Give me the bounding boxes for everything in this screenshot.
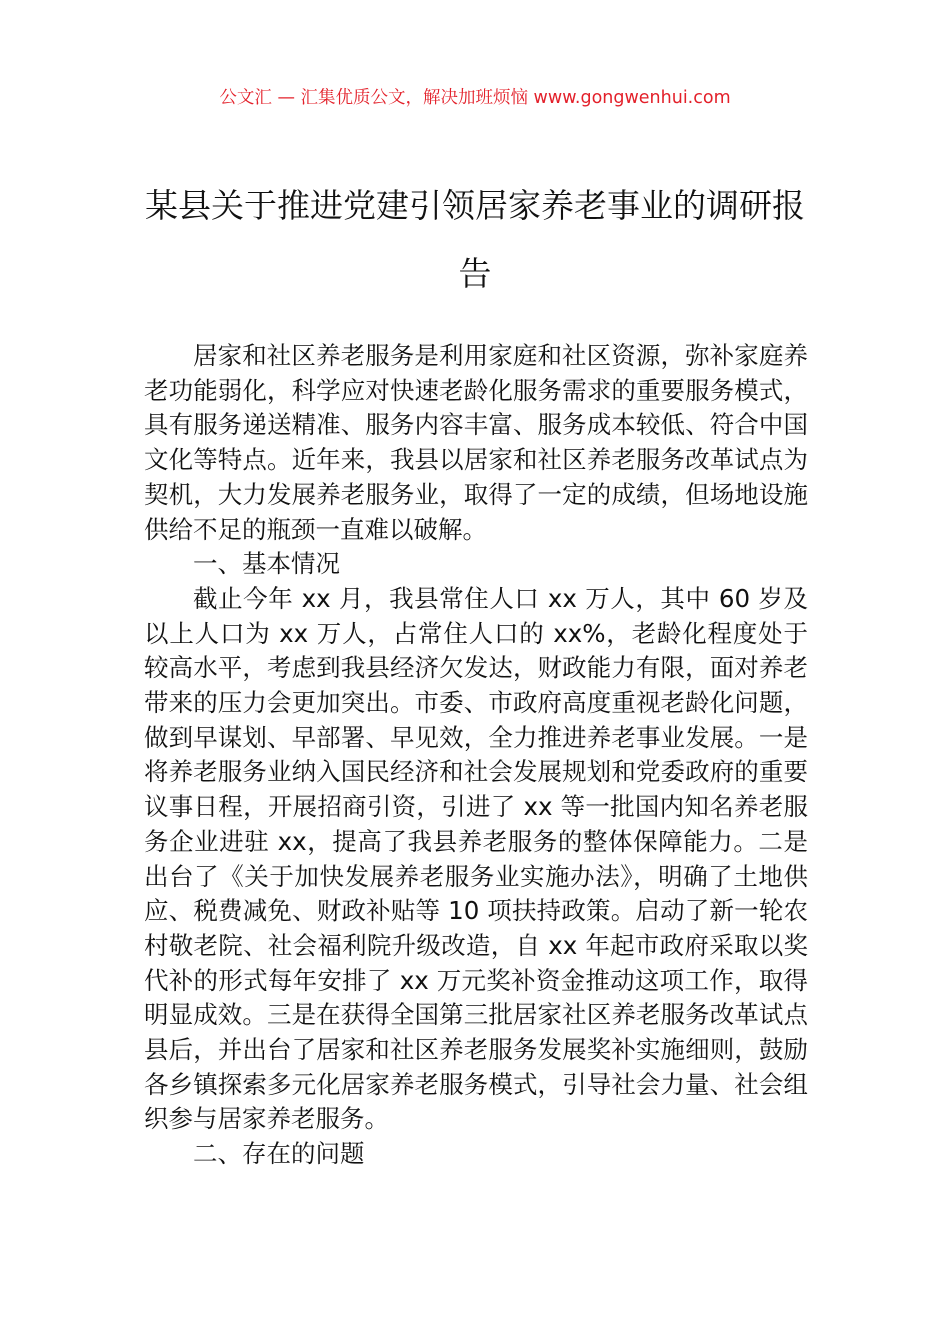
section-heading-basic-situation: 一、基本情况 — [193, 549, 340, 579]
section-heading-existing-problems: 二、存在的问题 — [193, 1139, 365, 1169]
intro-paragraph: 居家和社区养老服务是利用家庭和社区资源，弥补家庭养老功能弱化，科学应对快速老龄化服务需求的重要服务模式，具有服务递送精准、服务内容丰富、服务成本较低、符合中国文化等特点。近年来，我县以居家和社区养老服务改革试点为契机，大力发展养老服务业，取得了一定的成绩，但场地设施供给不足的瓶颈一直难以破解。 — [144, 341, 808, 544]
document-title: 某县关于推进党建引领居家养老事业的调研报告 — [145, 186, 805, 293]
basic-situation-paragraph: 截止今年 xx 月，我县常住人口 xx 万人，其中 60 岁及以上人口为 xx 万人，占常住人口的 xx%，老龄化程度处于较高水平，考虑到我县经济欠发达，财政能力有限，面对养老带来的压力会更加突出。市委、市政府高度重视老龄化问题，做到早谋划、早部署、早见效，全力推进养老事业发展。一是将养老服务业纳入国民经济和社会发展规划和党委政府的重要议事日程，开展招商引资，引进了 xx 等一批国内知名养老服务企业进驻 xx，提高了我县养老服务的整体保障能力。二是出台了《关于加快发展养老服务业实施办法》，明确了土地供应、税费减免、财政补贴等 10 项扶持政策。启动了新一轮农村敬老院、社会福利院升级改造，自 xx 年起市政府采取以奖代补的形式每年安排了 xx 万元奖补资金推动这项工作，取得明显成效。三是在获得全国第三批居家社区养老服务改革试点县后，并出台了居家和社区养老服务发展奖补实施细则，鼓励各乡镇探索多元化居家养老服务模式，引导社会力量、社会组织参与居家养老服务。 — [144, 583, 808, 1134]
site-banner: 公文汇 — 汇集优质公文，解决加班烦恼 www.gongwenhui.com — [219, 88, 731, 108]
document-body — [144, 339, 808, 1172]
